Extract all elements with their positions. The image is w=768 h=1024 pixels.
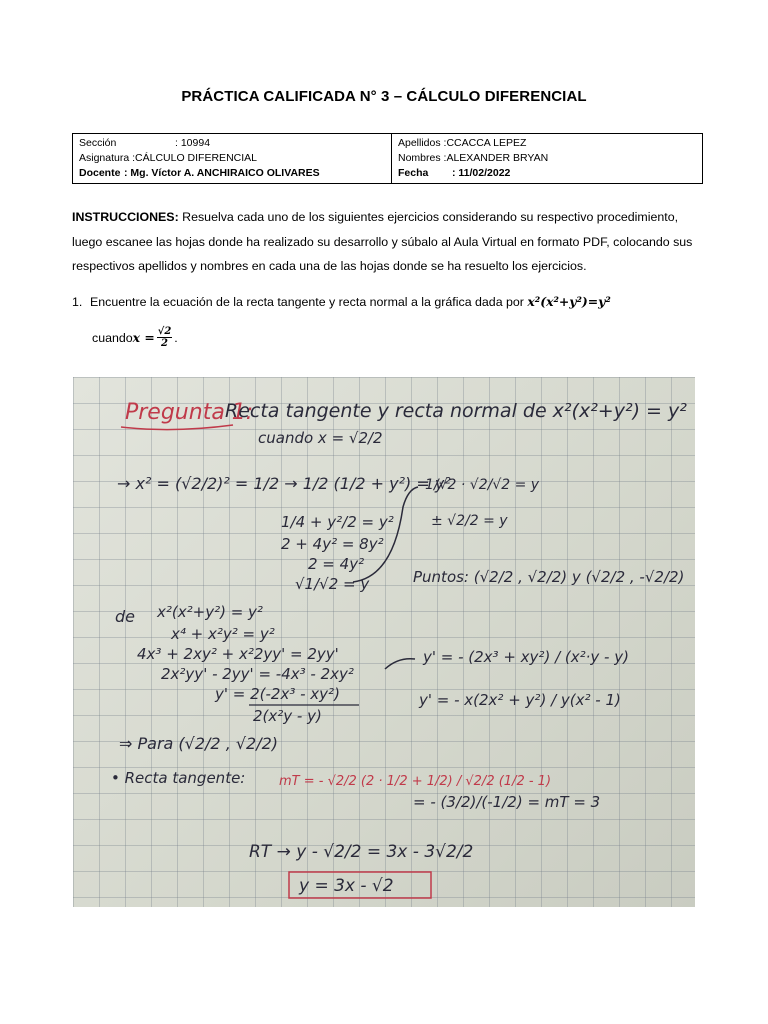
nombres-label: Nombres :	[398, 152, 447, 164]
docente-label: Docente	[79, 167, 121, 179]
hw-rt2: y = 3x - √2	[299, 876, 394, 896]
hw-step5: √1/√2 = y	[295, 575, 370, 593]
condition-numerator: √2	[157, 326, 172, 337]
hw-mt1: mT = - √2/2 (2 · 1/2 + 1/2) / √2/2 (1/2 - 1)	[279, 774, 552, 789]
hw-side2: ± √2/2 = y	[431, 513, 508, 529]
hw-recta: • Recta tangente:	[111, 769, 246, 787]
asignatura-value: CÁLCULO DIFERENCIAL	[135, 152, 257, 164]
asignatura-row	[79, 151, 385, 166]
hw-d3: 4x³ + 2xy² + x²2yy' = 2yy'	[137, 645, 339, 663]
hw-step4: 2 = 4y²	[308, 555, 365, 573]
instructions-paragraph	[72, 205, 702, 279]
docente-row	[79, 166, 385, 181]
info-right-cell	[392, 134, 703, 184]
seccion-value: : 10994	[175, 137, 211, 149]
hw-side1: 1/√2 · √2/√2 = y	[425, 477, 540, 493]
hw-r2: y' = - x(2x² + y²) / y(x² - 1)	[419, 691, 621, 709]
hw-mt2: = - (3/2)/(-1/2) = mT = 3	[413, 793, 601, 811]
instructions-text: Resuelva cada uno de los siguientes ejercicios considerando su respectivo procedimiento, luego escanee las hojas donde ha realizado su desarrollo y súbalo al Aula Virtual en formato PDF, colocando sus respectivos apellidos y nombres en cada una de las hojas donde se ha resuelto los ejercicios.	[72, 210, 693, 273]
instructions-label: INSTRUCCIONES:	[72, 210, 179, 224]
fecha-label: Fecha	[398, 167, 429, 179]
heading-underline	[121, 425, 233, 430]
seccion-label: Sección	[79, 137, 117, 149]
student-info-table	[72, 133, 703, 184]
nombres-row	[398, 151, 696, 166]
page-title: PRÁCTICA CALIFICADA N° 3 – CÁLCULO DIFERENCIAL	[181, 88, 587, 105]
handwritten-solution-photo	[73, 377, 695, 907]
hw-puntos: Puntos: (√2/2 , √2/2) y (√2/2 , -√2/2)	[413, 568, 685, 586]
condition-end: .	[174, 330, 178, 345]
hw-r1: y' = - (2x³ + xy²) / (x²·y - y)	[423, 648, 629, 666]
apellidos-label: Apellidos :	[398, 137, 447, 149]
apellidos-row	[398, 136, 696, 151]
condition-var: x =	[132, 330, 155, 345]
hw-d4: 2x²yy' - 2yy' = -4x³ - 2xy²	[161, 665, 354, 683]
hw-line1: Recta tangente y recta normal de x²(x²+y²) = y²	[225, 400, 687, 422]
info-left-cell	[73, 134, 392, 184]
condition-text: cuando	[92, 330, 133, 345]
nombres-value: ALEXANDER BRYAN	[446, 152, 549, 164]
seccion-row	[79, 136, 385, 151]
question-1-text-wrap	[90, 292, 611, 312]
question-1	[72, 292, 702, 312]
handwriting-svg	[73, 377, 695, 907]
hw-de: de	[115, 607, 135, 626]
apellidos-value: CCACCA LEPEZ	[446, 137, 527, 149]
asignatura-label: Asignatura :	[79, 152, 136, 164]
hw-heading: Pregunta 1:	[125, 400, 254, 425]
hw-rt1: RT → y - √2/2 = 3x - 3√2/2	[249, 842, 474, 862]
question-1-number: 1.	[72, 295, 83, 309]
condition-fraction	[157, 326, 173, 349]
hw-step1: → x² = (√2/2)² = 1/2 → 1/2 (1/2 + y²) = y²	[117, 474, 451, 493]
condition-denominator: 2	[161, 338, 168, 349]
question-1-equation: x²(x²+y²)=y²	[527, 294, 611, 309]
question-1-condition	[92, 326, 178, 349]
fecha-value: : 11/02/2022	[452, 167, 511, 179]
docente-value: : Mg. Víctor A. ANCHIRAICO OLIVARES	[124, 167, 320, 179]
hw-arrow-2	[385, 659, 415, 669]
question-1-text: Encuentre la ecuación de la recta tangente y recta normal a la gráfica dada por	[90, 295, 528, 309]
hw-step3: 2 + 4y² = 8y²	[281, 535, 384, 553]
hw-line2: cuando x = √2/2	[258, 429, 383, 447]
hw-d1: x²(x²+y²) = y²	[157, 603, 263, 621]
hw-d2: x⁴ + x²y² = y²	[171, 625, 275, 643]
hw-d5: y' = 2(-2x³ - xy²)	[215, 685, 340, 703]
hw-para: ⇒ Para (√2/2 , √2/2)	[119, 734, 279, 753]
hw-step2: 1/4 + y²/2 = y²	[281, 513, 394, 531]
hw-d6: 2(x²y - y)	[253, 707, 322, 725]
fecha-row	[398, 166, 696, 181]
